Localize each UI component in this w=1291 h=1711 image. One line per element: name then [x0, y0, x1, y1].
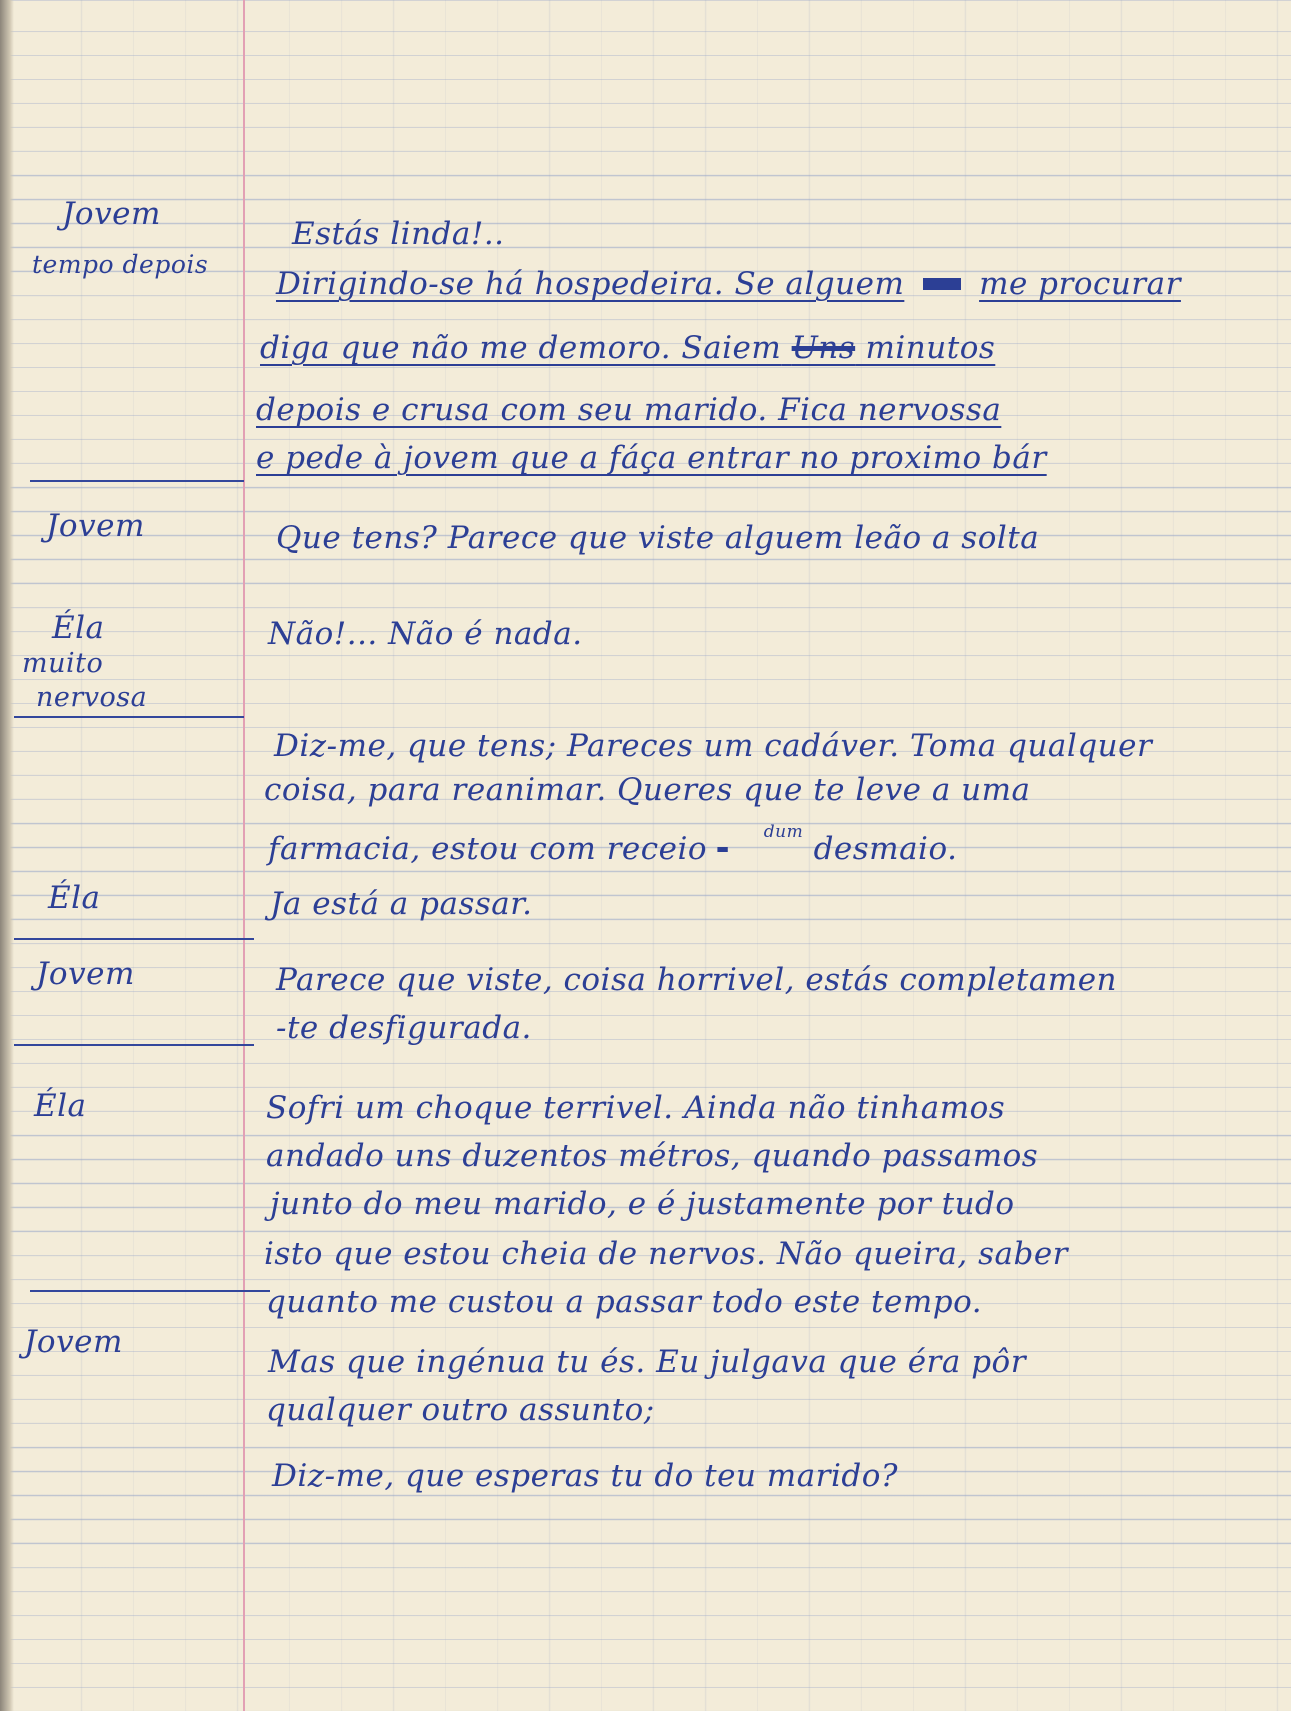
text-line: e pede à jovem que a fáça entrar no proximo bár	[256, 440, 1047, 476]
text-line: Diz-me, que esperas tu do teu marido?	[272, 1458, 899, 1494]
stage-note: muito	[22, 648, 104, 679]
strikethrough-mark	[923, 278, 961, 290]
speaker-divider	[14, 938, 254, 940]
text-line: junto do meu marido, e é justamente por tudo	[270, 1186, 1015, 1222]
text-line: andado uns duzentos métros, quando passamos	[266, 1138, 1039, 1174]
text-line: Diz-me, que tens; Pareces um cadáver. Toma qualquer	[274, 728, 1153, 764]
text-segment: diga que não me demoro. Saiem	[260, 330, 782, 366]
speaker-label: Éla	[52, 610, 105, 646]
speaker-label: Éla	[48, 880, 101, 916]
text-line: depois e crusa com seu marido. Fica nervossa	[256, 392, 1002, 428]
text-line: Mas que ingénua tu és. Eu julgava que éra pôr	[268, 1344, 1027, 1380]
speaker-divider	[14, 716, 244, 718]
text-segment: desmaio.	[813, 831, 958, 867]
text-line: isto que estou cheia de nervos. Não queira, saber	[264, 1236, 1068, 1272]
notebook-binding	[0, 0, 14, 1711]
text-segment: Dirigindo-se há hospedeira. Se alguem	[276, 266, 905, 302]
insertion-note: dum	[763, 822, 804, 842]
speaker-divider	[14, 1044, 254, 1046]
text-line: Estás linda!..	[292, 216, 505, 252]
speaker-label: Jovem	[62, 196, 161, 232]
margin-line	[243, 0, 245, 1711]
speaker-label: Jovem	[36, 956, 135, 992]
text-line: Que tens? Parece que viste alguem leão a solta	[276, 520, 1040, 556]
text-line	[268, 822, 957, 867]
text-line	[276, 266, 1181, 302]
text-line: qualquer outro assunto;	[266, 1392, 655, 1428]
text-segment: me procurar	[979, 266, 1181, 302]
struck-word: Uns	[791, 330, 856, 366]
text-segment: minutos	[865, 330, 996, 366]
text-segment: farmacia, estou com receio	[268, 831, 708, 867]
text-line: Parece que viste, coisa horrivel, estás completamen	[276, 962, 1118, 998]
speaker-label: Jovem	[24, 1324, 123, 1360]
text-line	[260, 330, 995, 366]
speaker-divider	[30, 480, 244, 482]
text-line: quanto me custou a passar todo este tempo.	[266, 1284, 983, 1320]
text-line: coisa, para reanimar. Queres que te leve a uma	[264, 772, 1031, 808]
text-line: Ja está a passar.	[270, 886, 533, 922]
speaker-label: Jovem	[46, 508, 145, 544]
struck-word	[717, 831, 753, 867]
text-line: Não!... Não é nada.	[268, 616, 583, 652]
stage-note: tempo depois	[32, 250, 209, 279]
speaker-label: Éla	[34, 1088, 87, 1124]
speaker-divider	[30, 1290, 270, 1292]
text-line: Sofri um choque terrivel. Ainda não tinhamos	[266, 1090, 1006, 1126]
stage-note: nervosa	[36, 682, 148, 713]
text-line: -te desfigurada.	[276, 1010, 532, 1046]
